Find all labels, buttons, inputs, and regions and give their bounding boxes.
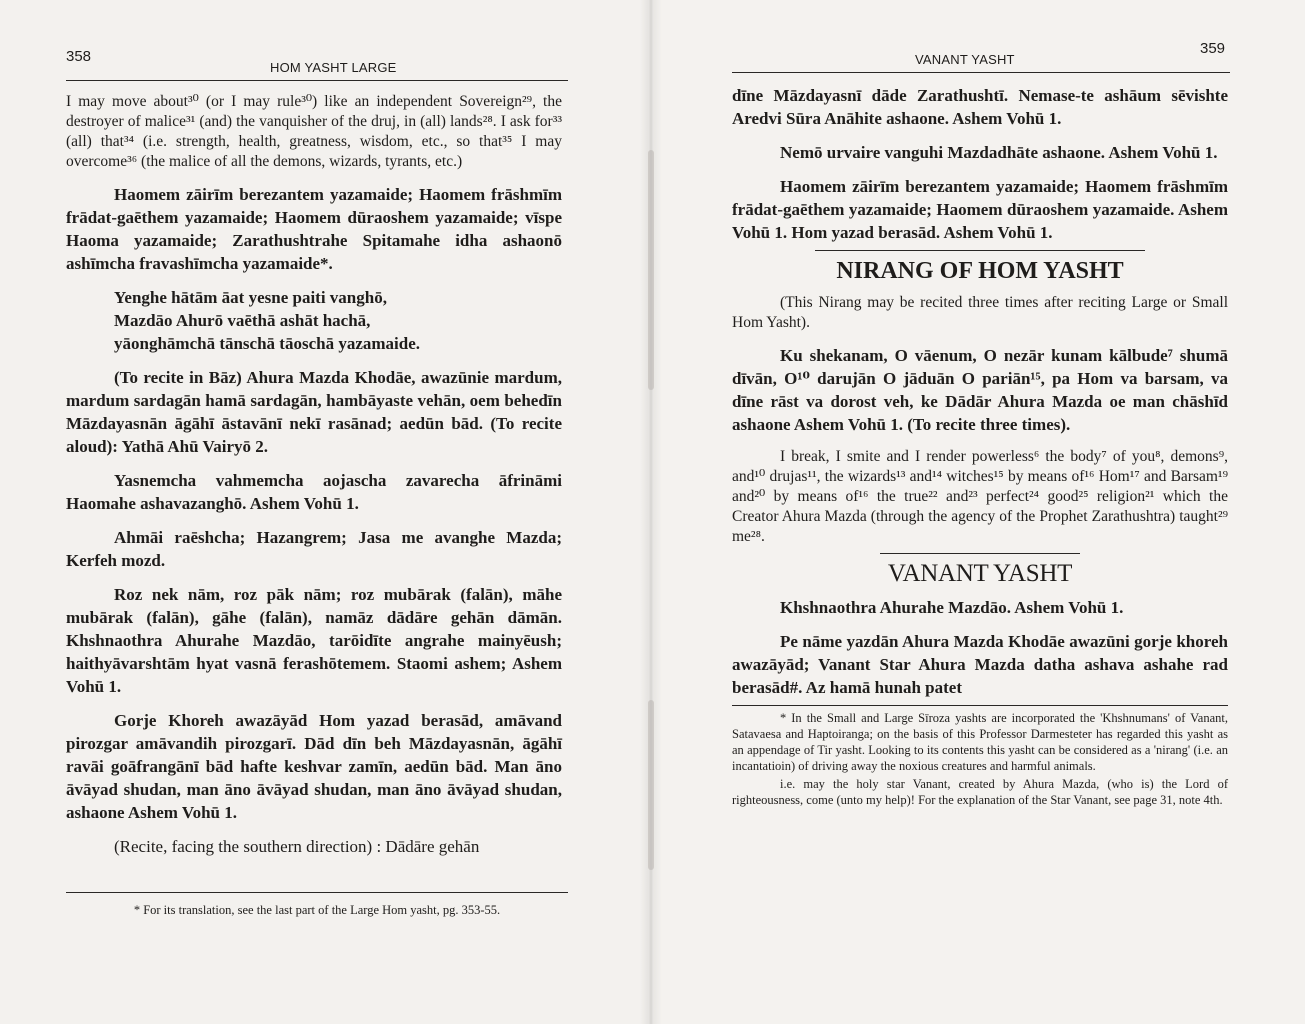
paragraph: Khshnaothra Ahurahe Mazdāo. Ashem Vohū 1. — [780, 598, 1124, 617]
footnote-right: i.e. may the holy star Vanant, created by Ahura Mazda, (who is) the Lord of righteousness, come (unto my help)! For the explanation of the Star Vanant, see page 31, note 4th. — [732, 777, 1228, 807]
running-head-left: HOM YASHT LARGE — [270, 60, 397, 75]
paragraph: (This Nirang may be recited three times after reciting Large or Small Hom Yasht). — [732, 294, 1228, 331]
paragraph: Nemō urvaire vanguhi Mazdadhāte ashaone. Ashem Vohū 1. — [780, 143, 1218, 162]
paragraph: Gorje Khoreh awazāyād Hom yazad berasād, amāvand pirozgar amāvandih pirozgarī. Dād dīn beh Māzdayasnān, āgāhī ravāi goāfrangānī bād hafte keshvar zamīn, aedūn bād. Man āno āvāyad shudan, man āno āvāyad shudan, man āno āvāyad shudan, ashaone Ashem Vohū 1. — [66, 711, 562, 822]
footnote-rule-right — [732, 705, 1228, 706]
verse-line: Yenghe hātām āat yesne paiti vanghō, — [114, 288, 387, 307]
paragraph: Haomem zāirīm berezantem yazamaide; Haomem frāshmīm frādat-gaēthem yazamaide; Haomem dūraoshem yazamaide. Ashem Vohū 1. Hom yazad berasād. Ashem Vohū 1. — [732, 177, 1228, 242]
paragraph: Haomem zāirīm berezantem yazamaide; Haomem frāshmīm frādat-gaēthem yazamaide; Haomem dūraoshem yazamaide; vīspe Haoma yazamaide; Zarathushtrahe Spitamahe idha ashaonō ashīmcha fravashīmcha yazamaide*. — [66, 185, 562, 273]
footnote-right: * In the Small and Large Sīroza yashts are incorporated the 'Khshnumans' of Vanant, Satavaesa and Haptoiranga; on the basis of this Professor Darmesteter has regarded this yasht as an appendage of Tir yasht. Looking to its contents this yasht can be considered as a 'nirang' (i.e. an incantatioin) of driving away the noxious creatures and harmful animals. — [732, 711, 1228, 773]
paragraph: (To recite in Bāz) Ahura Mazda Khodāe, awazūnie mardum, mardum sardagān hamā sardagān, hambāyaste vehān, oem behedīn Māzdayasnān āgāhī āstavānī nekī rasānad; aedūn bād. (To recite aloud): Yathā Ahū Vairyō 2. — [66, 368, 562, 456]
paragraph: dīne Māzdayasnī dāde Zarathushtī. Nemase-te ashāum sēvishte Aredvi Sūra Anāhite ashaone. Ashem Vohū 1. — [732, 86, 1228, 128]
verse-line: yāonghāmchā tānschā tāoschā yazamaide. — [114, 334, 421, 353]
paragraph: Ahmāi raēshcha; Hazangrem; Jasa me avanghe Mazda; Kerfeh mozd. — [66, 528, 562, 570]
page-number-right: 359 — [1200, 40, 1226, 57]
paragraph: Yasnemcha vahmemcha aojascha zavarecha āfrināmi Haomahe ashavazanghō. Ashem Vohū 1. — [66, 471, 562, 513]
header-rule-left — [66, 80, 568, 81]
paragraph: (Recite, facing the southern direction) : Dādāre gehān — [114, 837, 480, 856]
paragraph: Roz nek nām, roz pāk nām; roz mubārak (falān), māhe mubārak (falān), gāhe (falān), namāz dādāre gehān dāmān. Khshnaothra Ahurahe Mazdāo, tarōidīte angrahe mainyēush; haithyāvarshtām hyat vasnā ferashōtemem. Staomi ashem; Ashem Vohū 1. — [66, 585, 562, 696]
running-head-right: VANANT YASHT — [915, 52, 1015, 67]
paragraph: Ku shekanam, O vāenum, O nezār kunam kālbude⁷ shumā dīvān, O¹⁰ darujān O jāduān O pariān¹⁵, pa Hom va barsam, va dīne rāst va dorost veh, ke Dādār Ahura Mazda oe man chāshīd ashaone Ashem Vohū 1. (To recite three times). — [732, 346, 1228, 434]
section-rule — [880, 553, 1080, 554]
verse-line: Mazdāo Ahurō vaēthā ashāt hachā, — [114, 311, 371, 330]
paragraph: I may move about³⁰ (or I may rule³⁰) like an independent Sovereign²⁹, the destroyer of malice³¹ (and) the vanquisher of the druj, in (all) lands²⁸. I ask for³³ (all) that³⁴ (i.e. strength, health, greatness, wisdom, etc., so that³⁵ I may overcome³⁶ (the malice of all the demons, wizards, tyrants, etc.) — [66, 93, 562, 170]
paragraph: I break, I smite and I render powerless⁶ the body⁷ of you⁸, demons⁹, and¹⁰ drujas¹¹, the wizards¹³ and¹⁴ witches¹⁵ by means of¹⁶ Hom¹⁷ and Barsam¹⁹ and²⁰ by means of¹⁶ the true²² and²³ perfect²⁴ good²⁵ religion²¹ which the Creator Ahura Mazda (through the agency of the Prophet Zarathushtra) taught²⁹ me²⁸. — [732, 448, 1228, 545]
section-heading-nirang: NIRANG OF HOM YASHT — [836, 258, 1124, 284]
paragraph: Pe nāme yazdān Ahura Mazda Khodāe awazūni gorje khoreh awazāyād; Vanant Star Ahura Mazda datha ashava ashahe rad berasād#. Az hamā hunah patet — [732, 632, 1228, 697]
book-gutter — [640, 0, 662, 1024]
header-rule-right — [732, 72, 1230, 73]
page-number-left: 358 — [66, 48, 92, 65]
footnote-rule-left — [66, 892, 568, 893]
gutter-shadow — [648, 150, 654, 390]
footnote-left: * For its translation, see the last part of the Large Hom yasht, pg. 353-55. — [133, 903, 501, 917]
left-column — [66, 92, 562, 858]
section-heading-vanant: VANANT YASHT — [887, 560, 1073, 587]
section-rule — [815, 250, 1145, 251]
right-column — [732, 84, 1228, 808]
gutter-shadow — [648, 700, 654, 870]
